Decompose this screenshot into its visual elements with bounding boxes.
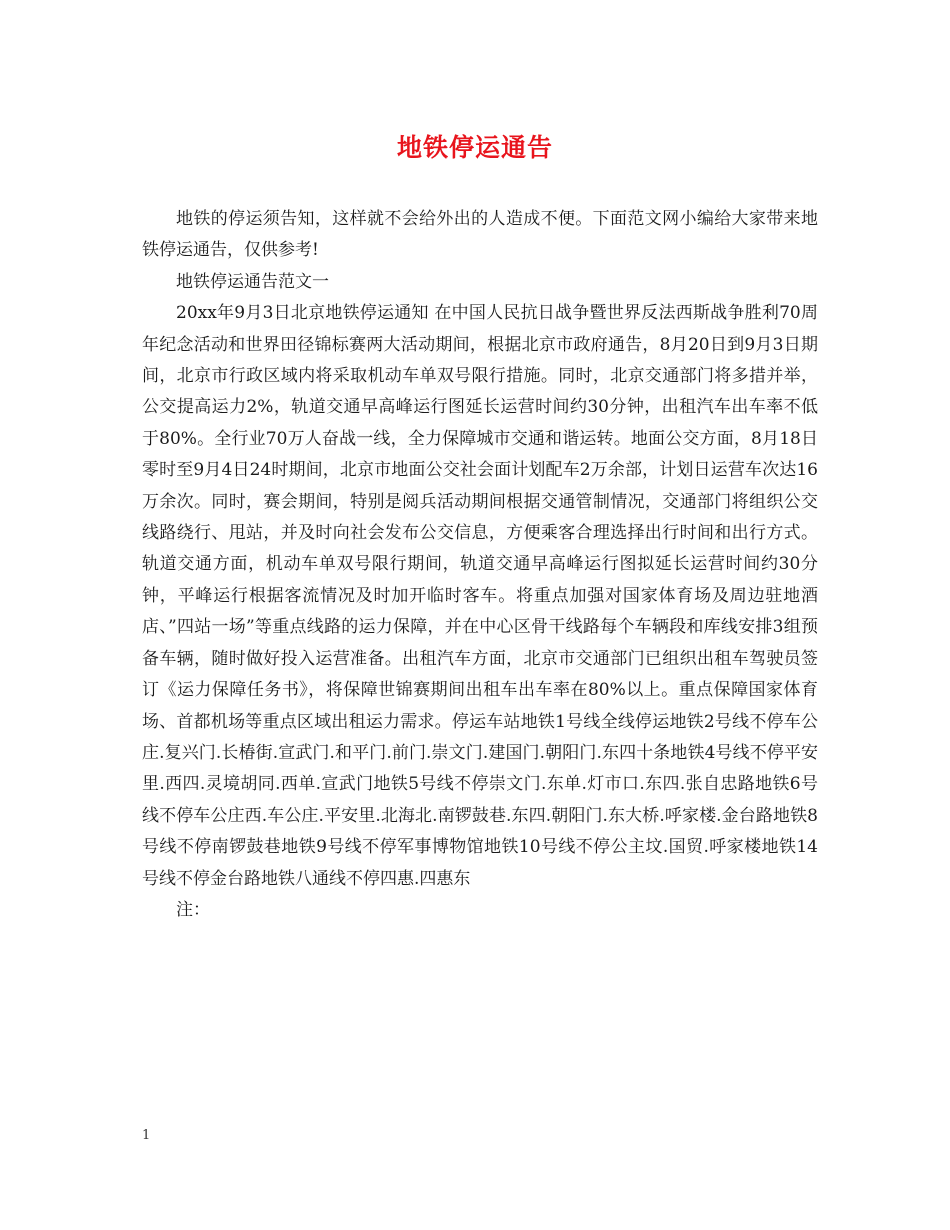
document-title: 地铁停运通告 [396, 133, 553, 162]
document-body [142, 204, 818, 926]
section-heading: 地铁停运通告范文一 [176, 271, 329, 292]
page-number: 1 [142, 1128, 151, 1143]
main-paragraph: 20xx年9月3日北京地铁停运通知 在中国人民抗日战争暨世界反法西斯战争胜利70周年纪念活动和世界田径锦标赛两大活动期间，根据北京市政府通告，8月20日到9月3日期间，北京市行政区域内将采取机动车单双号限行措施。同时，北京交通部门将多措并举，公交提高运力2%，轨道交通早高峰运行图延长运营时间约30分钟，出租汽车出车率不低于80%。全行业70万人奋战一线，全力保障城市交通和谐运转。地面公交方面，8月18日零时至9月4日24时期间，北京市地面公交社会面计划配车2万余部，计划日运营车次达16万余次。同时，赛会期间，特别是阅兵活动期间根据交通管制情况，交通部门将组织公交线路绕行、甩站，并及时向社会发布公交信息，方便乘客合理选择出行时间和出行方式。轨道交通方面，机动车单双号限行期间，轨道交通早高峰运行图拟延长运营时间约30分钟，平峰运行根据客流情况及时加开临时客车。将重点加强对国家体育场及周边驻地酒店、”四站一场”等重点线路的运力保障，并在中心区骨干线路每个车辆段和库线安排3组预备车辆，随时做好投入运营准备。出租汽车方面，北京市交通部门已组织出租车驾驶员签订《运力保障任务书》，将保障世锦赛期间出租车出车率在80%以上。重点保障国家体育场、首都机场等重点区域出租运力需求。停运车站地铁1号线全线停运地铁2号线不停车公庄.复兴门.长椿街.宣武门.和平门.前门.崇文门.建国门.朝阳门.东四十条地铁4号线不停平安里.西四.灵境胡同.西单.宣武门地铁5号线不停崇文门.东单.灯市口.东四.张自忠路地铁6号线不停车公庄西.车公庄.平安里.北海北.南锣鼓巷.东四.朝阳门.东大桥.呼家楼.金台路地铁8号线不停南锣鼓巷地铁9号线不停军事博物馆地铁10号线不停公主坟.国贸.呼家楼地铁14号线不停金台路地铁八通线不停四惠.四惠东 [142, 303, 818, 889]
note-paragraph: 注： [176, 899, 210, 920]
intro-paragraph: 地铁的停运须告知，这样就不会给外出的人造成不便。下面范文网小编给大家带来地铁停运通告，仅供参考! [142, 209, 818, 261]
